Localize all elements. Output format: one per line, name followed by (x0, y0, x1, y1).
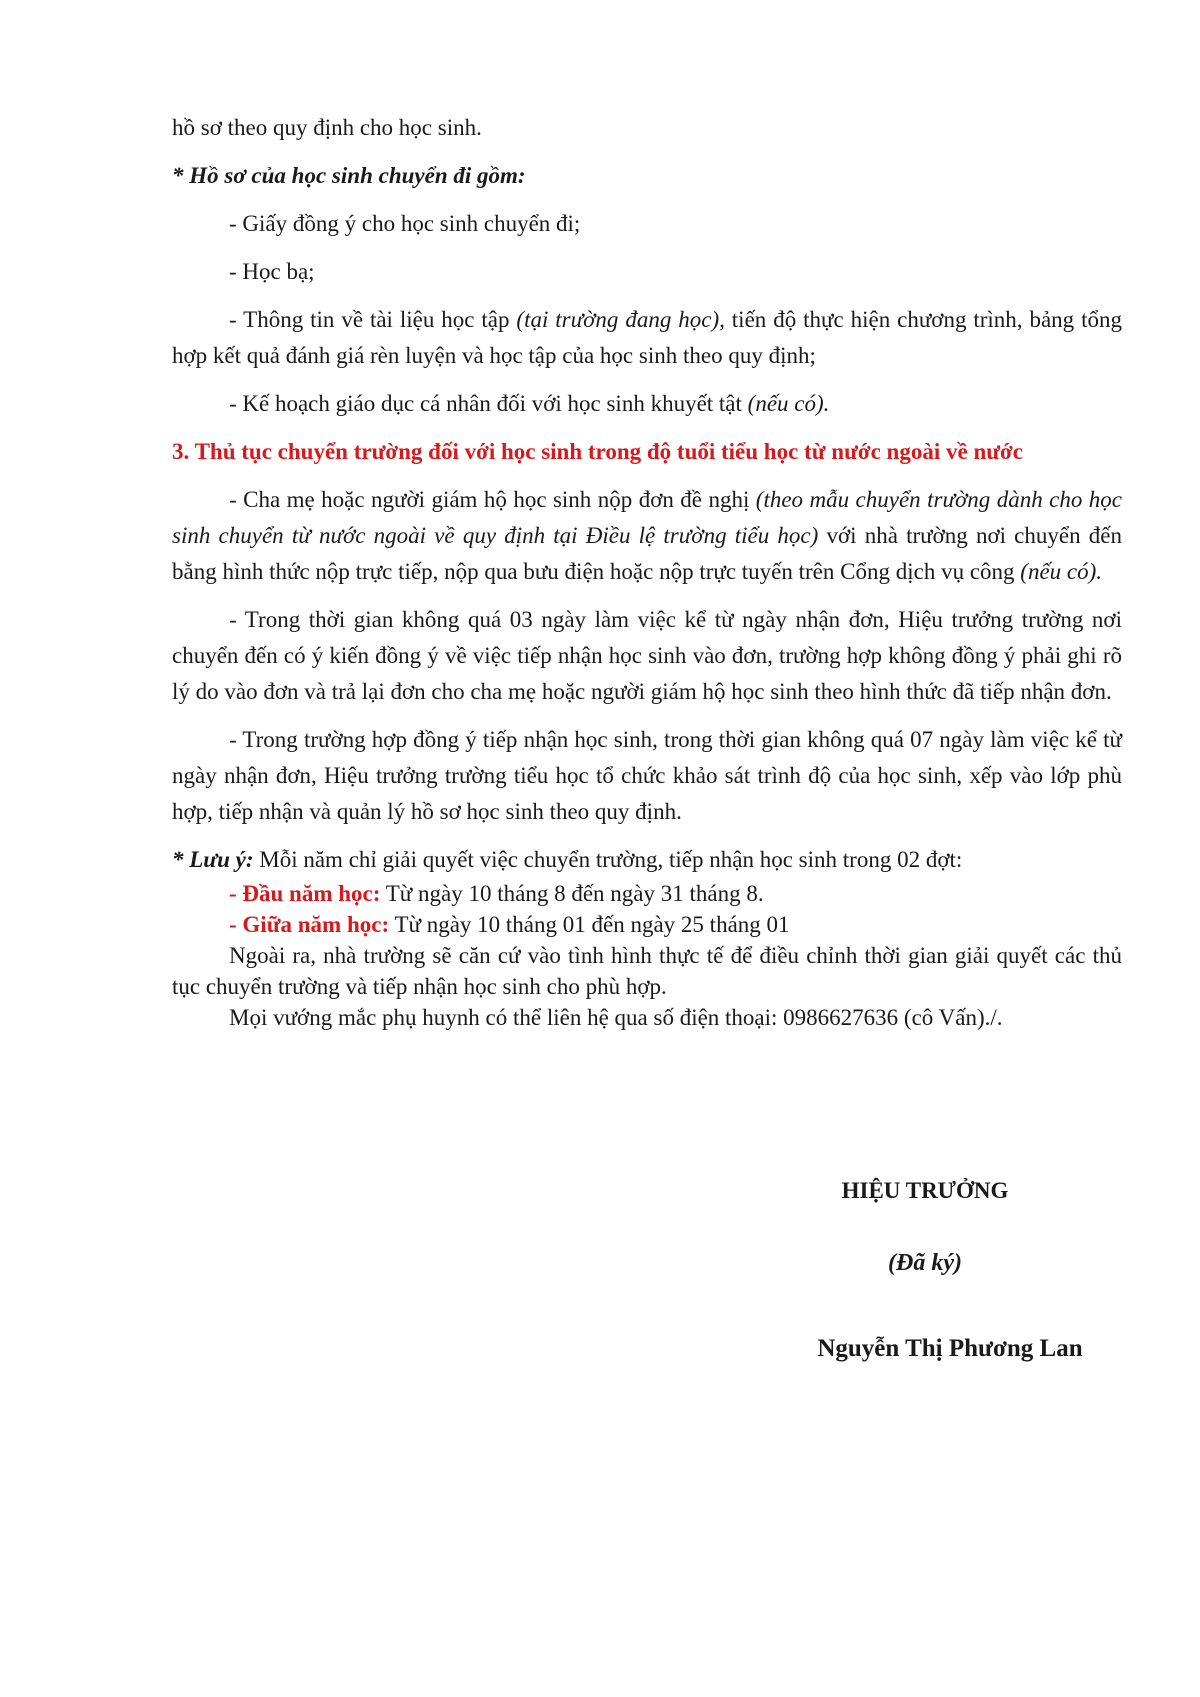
list-item-education-plan-b: (nếu có). (747, 391, 830, 416)
note-line (172, 842, 1122, 878)
intro-line: hồ sơ theo quy định cho học sinh. (172, 115, 482, 140)
s3-p1-d: (nếu có). (1020, 559, 1103, 584)
term-2-text: Từ ngày 10 tháng 01 đến ngày 25 tháng 01 (389, 912, 790, 937)
adjustment-paragraph: Ngoài ra, nhà trường sẽ căn cứ vào tình hình thực tế để điều chỉnh thời gian giải quyết các thủ tục chuyển trường và tiếp nhận học sinh cho phù hợp. (172, 943, 1122, 999)
section-3-paragraph-3: - Trong trường hợp đồng ý tiếp nhận học sinh, trong thời gian không quá 07 ngày làm việc kể từ ngày nhận đơn, Hiệu trưởng trường tiểu học tổ chức khảo sát trình độ của học sinh, xếp vào lớp phù hợp, tiếp nhận và quản lý hồ sơ học sinh theo quy định. (172, 727, 1122, 824)
signature-title: HIỆU TRƯỞNG (841, 1178, 1009, 1203)
signature-name: Nguyễn Thị Phương Lan (817, 1335, 1083, 1362)
list-item-transcript: - Học bạ; (229, 259, 315, 284)
term-2-label: - Giữa năm học: (229, 912, 390, 937)
contact-paragraph: Mọi vướng mắc phụ huynh có thể liên hệ qua số điện thoại: 0986627636 (cô Vấn)./. (229, 1005, 1003, 1030)
list-item-learning-info-a: - Thông tin về tài liệu học tập (229, 307, 517, 332)
list-item-learning-info (172, 302, 1122, 374)
heading-student-transfer-records: * Hồ sơ của học sinh chuyển đi gồm: (172, 163, 526, 188)
list-item-learning-info-b: (tại trường đang học), (516, 307, 725, 332)
s3-p1-b: (theo mẫu chuyển trường dành cho học sinh chuyển từ nước ngoài về quy định tại Điều lệ trường tiểu học) (172, 487, 1122, 548)
term-start-of-year (172, 878, 1122, 909)
term-1-text: Từ ngày 10 tháng 8 đến ngày 31 tháng 8. (380, 881, 764, 906)
document-body (172, 110, 1122, 1033)
list-item-learning-info-c: tiến độ thực hiện chương trình, bảng tổng hợp kết quả đánh giá rèn luyện và học tập của học sinh theo quy định; (172, 307, 1122, 368)
list-item-education-plan-a: - Kế hoạch giáo dục cá nhân đối với học sinh khuyết tật (229, 391, 748, 416)
note-label: * Lưu ý: (172, 847, 254, 872)
list-item-education-plan (172, 386, 1122, 422)
section-3-paragraph-1 (172, 482, 1122, 590)
term-mid-year (172, 909, 1122, 940)
section-3-title: 3. Thủ tục chuyển trường đối với học sinh trong độ tuổi tiểu học từ nước ngoài về nước (172, 439, 1023, 464)
list-item-consent: - Giấy đồng ý cho học sinh chuyển đi; (229, 211, 581, 236)
note-text: Mỗi năm chỉ giải quyết việc chuyển trường, tiếp nhận học sinh trong 02 đợt: (253, 847, 963, 872)
section-3-paragraph-2: - Trong thời gian không quá 03 ngày làm việc kể từ ngày nhận đơn, Hiệu trưởng trường nơi chuyển đến có ý kiến đồng ý về việc tiếp nhận học sinh vào đơn, trường hợp không đồng ý phải ghi rõ lý do vào đơn và trả lại đơn cho cha mẹ hoặc người giám hộ học sinh theo hình thức đã tiếp nhận đơn. (172, 607, 1122, 704)
term-1-label: - Đầu năm học: (229, 881, 381, 906)
s3-p1-c: với nhà trường nơi chuyển đến bằng hình thức nộp trực tiếp, nộp qua bưu điện hoặc nộp trực tuyến trên Cổng dịch vụ công (172, 523, 1122, 584)
s3-p1-a: - Cha mẹ hoặc người giám hộ học sinh nộp đơn đề nghị (229, 487, 756, 512)
signature-signed-note: (Đã ký) (888, 1250, 962, 1276)
